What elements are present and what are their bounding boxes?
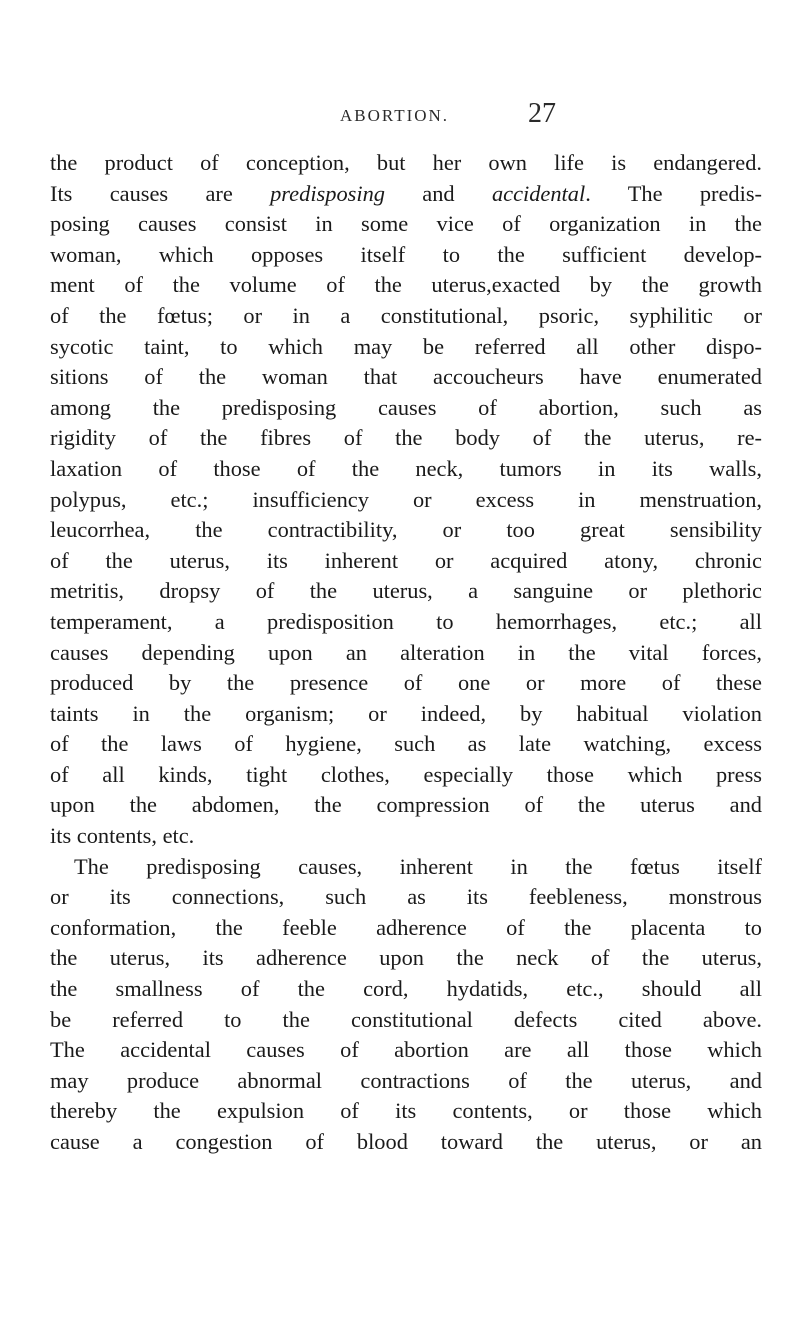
paragraph-2: [50, 852, 762, 1158]
emphasis-predisposing: predisposing: [270, 180, 385, 206]
text-line: temperament, a predisposition to hemorrhages, etc.; all: [50, 608, 762, 634]
text-line: upon the abdomen, the compression of the uterus and: [50, 792, 762, 818]
text-line: among the predisposing causes of abortion, such as: [50, 394, 762, 420]
text-line: of the uterus, its inherent or acquired atony, chronic: [50, 547, 762, 573]
line-segment: . The predis-: [585, 180, 763, 206]
text-line: the smallness of the cord, hydatids, etc., should all: [50, 976, 762, 1002]
text-line: sycotic taint, to which may be referred all other dispo-: [50, 333, 762, 359]
text-line: leucorrhea, the contractibility, or too great sensibility: [50, 517, 762, 543]
page-number: 27: [528, 98, 556, 129]
text-line: ment of the volume of the uterus,exacted by the growth: [50, 272, 762, 298]
text-line: taints in the organism; or indeed, by habitual violation: [50, 700, 762, 726]
text-line: cause a congestion of blood toward the uterus, or an: [50, 1129, 762, 1154]
text-line: woman, which opposes itself to the sufficient develop-: [50, 241, 762, 267]
text-line: posing causes consist in some vice of organization in the: [50, 211, 762, 237]
line-segment: Its causes are: [50, 180, 271, 206]
text-line: The predisposing causes, inherent in the fœtus itself: [74, 853, 762, 879]
text-line: thereby the expulsion of its contents, or those which: [50, 1098, 762, 1124]
running-head-title: ABORTION.: [340, 106, 450, 125]
text-line: the uterus, its adherence upon the neck of the uterus,: [50, 945, 762, 971]
text-line: the product of conception, but her own life is endangered.: [50, 150, 762, 175]
text-line: conformation, the feeble adherence of the placenta to: [50, 914, 762, 940]
paragraph-1: [50, 148, 762, 852]
text-line: laxation of those of the neck, tumors in its walls,: [50, 455, 762, 481]
text-line: its contents, etc.: [50, 823, 195, 849]
text-line: of the fœtus; or in a constitutional, psoric, syphilitic or: [50, 302, 762, 328]
text-line: rigidity of the fibres of the body of the uterus, re-: [50, 425, 762, 451]
text-line: or its connections, such as its feebleness, monstrous: [50, 884, 762, 910]
body-text: [50, 148, 762, 1158]
text-line: [50, 179, 762, 210]
running-head: [0, 98, 800, 134]
text-line: of all kinds, tight clothes, especially those which press: [50, 761, 762, 787]
line-segment: and: [384, 180, 492, 206]
emphasis-accidental: accidental: [491, 180, 586, 206]
text-line: polypus, etc.; insufficiency or excess in menstruation,: [50, 486, 762, 512]
text-line: of the laws of hygiene, such as late watching, excess: [50, 731, 762, 757]
text-line: be referred to the constitutional defects cited above.: [50, 1006, 762, 1032]
text-line: produced by the presence of one or more of these: [50, 670, 762, 696]
text-line: metritis, dropsy of the uterus, a sanguine or plethoric: [50, 578, 762, 604]
text-line: may produce abnormal contractions of the uterus, and: [50, 1067, 762, 1093]
text-line: causes depending upon an alteration in the vital forces,: [50, 639, 762, 665]
text-line: The accidental causes of abortion are all those which: [50, 1037, 762, 1063]
text-line: sitions of the woman that accoucheurs have enumerated: [50, 364, 762, 390]
